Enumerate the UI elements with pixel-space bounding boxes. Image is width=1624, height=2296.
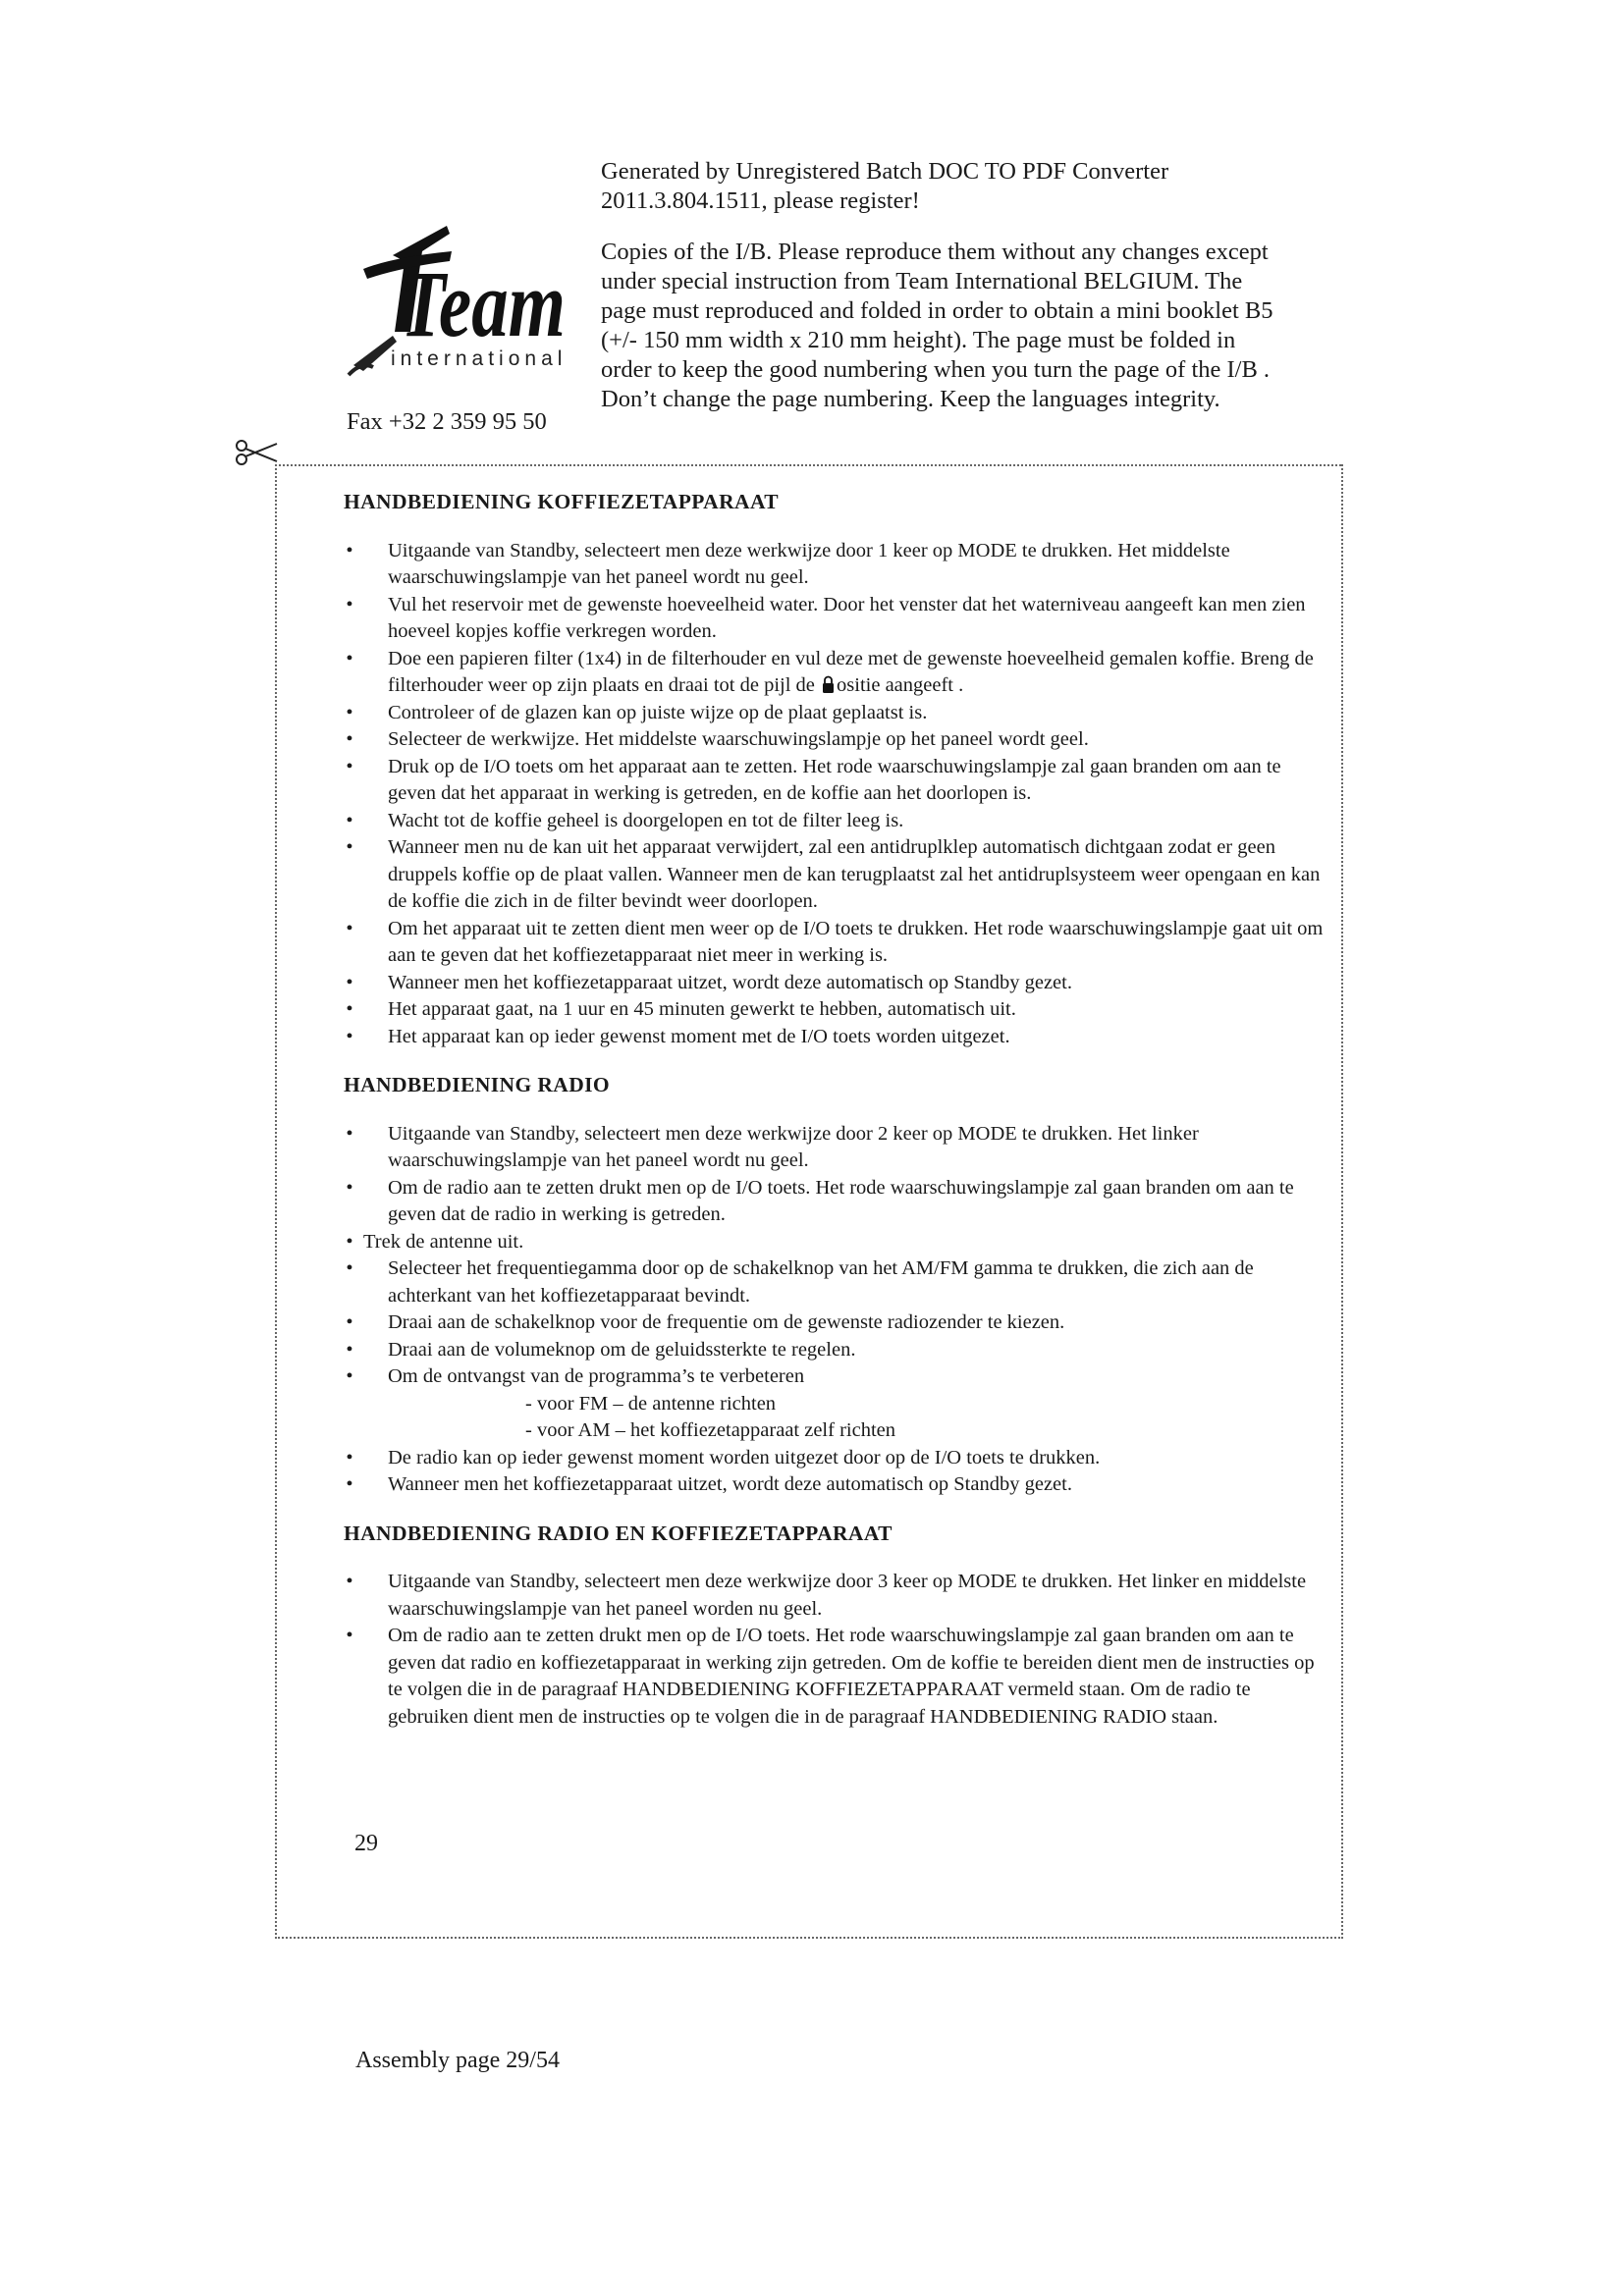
scissors-icon	[232, 438, 281, 467]
list-item	[344, 834, 1330, 916]
list-item-text: Uitgaande van Standby, selecteert men deze werkwijze door 2 keer op MODE te drukken. Het linker waarschuwingslampje van het paneel wordt nu geel.	[388, 1122, 1199, 1171]
bullet: •	[346, 539, 353, 561]
list-item-text: Vul het reservoir met de gewenste hoeveelheid water. Door het venster dat het waterniveau aangeeft kan men zien hoeveel kopjes koffie verkregen worden.	[388, 593, 1306, 642]
list-item	[344, 592, 1330, 646]
list-item	[344, 996, 1330, 1024]
list-item	[344, 916, 1330, 970]
list-item	[344, 1445, 1330, 1472]
list-item-text: Wacht tot de koffie geheel is doorgelopen en tot de filter leeg is.	[388, 809, 904, 831]
section-heading-coffee: HANDBEDIENING KOFFIEZETAPPARAAT	[344, 490, 780, 513]
converter-notice: Generated by Unregistered Batch DOC TO PDF Converter 2011.3.804.1511, please register!	[601, 158, 1169, 214]
bullet: •	[346, 809, 353, 831]
radio-instructions	[344, 1121, 1330, 1499]
bullet: •	[346, 755, 353, 777]
list-item-text: Om de radio aan te zetten drukt men op de I/O toets. Het rode waarschuwingslampje zal gaan branden om aan te geven dat de radio in werking is getreden.	[388, 1176, 1294, 1225]
list-item	[344, 1309, 1330, 1337]
bullet: •	[346, 917, 353, 939]
list-item	[344, 1255, 1330, 1309]
bullet: •	[346, 971, 353, 993]
list-item	[344, 1569, 1330, 1623]
list-item	[344, 538, 1330, 592]
list-item	[344, 754, 1330, 808]
bullet: •	[346, 1230, 353, 1253]
team-logo	[334, 218, 569, 383]
page-number: 29	[354, 1831, 378, 1856]
sub-item: - voor FM – de antenne richten	[525, 1392, 777, 1415]
bullet: •	[346, 1446, 353, 1468]
reproduction-instructions: Copies of the I/B. Please reproduce them without any changes except under special instruction from Team International BELGIUM. The page must reproduced and folded in order to obtain a mini booklet B5 (+/- 150 mm width x 210 mm height). The page must be folded in order to keep the good numbering when you turn the page of the I/B . Don’t change the page numbering. Keep the languages integrity.	[601, 239, 1273, 412]
list-item	[344, 1623, 1330, 1731]
bullet: •	[346, 647, 353, 669]
list-item-text: Druk op de I/O toets om het apparaat aan te zetten. Het rode waarschuwingslampje zal gaan branden om aan te geven dat het apparaat in werking is getreden, en de koffie aan het doorlopen is.	[388, 755, 1281, 804]
list-item-text: Trek de antenne uit.	[363, 1230, 524, 1253]
list-item-text: Draai aan de volumeknop om de geluidssterkte te regelen.	[388, 1338, 856, 1361]
bullet: •	[346, 1025, 353, 1047]
bullet: •	[346, 593, 353, 615]
section-heading-radio: HANDBEDIENING RADIO	[344, 1073, 611, 1096]
bullet: •	[346, 1338, 353, 1361]
list-item	[344, 1363, 1330, 1445]
list-item-text: Wanneer men het koffiezetapparaat uitzet, wordt deze automatisch op Standby gezet.	[388, 1473, 1072, 1495]
sub-item: - voor AM – het koffiezetapparaat zelf richten	[525, 1419, 895, 1441]
list-item-text: Wanneer men nu de kan uit het apparaat verwijdert, zal een antidruplklep automatisch dichtgaan zodat er geen druppels koffie op de plaat vallen. Wanneer men de kan terugplaatst zal het antidruplsysteem weer opengaan en kan de koffie die zich in de filter bevindt weer doorlopen.	[388, 836, 1321, 912]
section-heading-radio-coffee: HANDBEDIENING RADIO EN KOFFIEZETAPPARAAT	[344, 1521, 893, 1545]
list-item-text: Controleer of de glazen kan op juiste wijze op de plaat geplaatst is.	[388, 701, 928, 723]
manual-page	[344, 489, 1330, 1752]
logo-text: Team	[401, 251, 566, 356]
list-item	[344, 1175, 1330, 1229]
bullet: •	[346, 1257, 353, 1279]
bullet: •	[346, 728, 353, 750]
list-item	[344, 1337, 1330, 1364]
bullet: •	[346, 701, 353, 723]
bullet: •	[346, 1365, 353, 1387]
lock-icon	[822, 674, 835, 694]
list-item-text: Om de ontvangst van de programma’s te verbeteren	[388, 1365, 805, 1387]
list-item-text: Doe een papieren filter (1x4) in de filterhouder en vul deze met de gewenste hoeveelheid gemalen koffie. Breng de filterhouder weer op zijn plaats en draai tot de pijl de	[388, 647, 1314, 696]
assembly-page: Assembly page 29/54	[355, 2048, 560, 2073]
list-item-text: Selecteer het frequentiegamma door op de schakelknop van het AM/FM gamma te drukken, die zich aan de achterkant van het koffiezetapparaat bevindt.	[388, 1257, 1254, 1307]
list-item	[344, 808, 1330, 835]
bullet: •	[346, 1571, 353, 1592]
list-item-text: Selecteer de werkwijze. Het middelste waarschuwingslampje op het paneel wordt geel.	[388, 728, 1089, 750]
header-notice	[601, 157, 1288, 414]
list-item-text: Wanneer men het koffiezetapparaat uitzet, wordt deze automatisch op Standby gezet.	[388, 971, 1072, 993]
list-item	[344, 970, 1330, 997]
list-item	[344, 1024, 1330, 1051]
bullet: •	[346, 836, 353, 858]
radio-coffee-instructions	[344, 1569, 1330, 1731]
list-item-text: Om het apparaat uit te zetten dient men weer op de I/O toets te drukken. Het rode waarschuwingslampje gaat uit om aan te geven dat het koffiezetapparaat niet meer in werking is.	[388, 917, 1324, 966]
list-item-text: Om de radio aan te zetten drukt men op de I/O toets. Het rode waarschuwingslampje zal gaan branden om aan te geven dat radio en koffiezetapparaat in werking zijn getreden. Om de koffie te bereiden dient men de instructies op te volgen die in de paragraaf HANDBEDIENING KOFFIEZETAPPARAAT vermeld staan. Om de radio te gebruiken dient men de instructies op te volgen die in de paragraaf HANDBEDIENING RADIO staan.	[388, 1625, 1315, 1728]
list-item-text: Het apparaat kan op ieder gewenst moment met de I/O toets worden uitgezet.	[388, 1025, 1010, 1047]
list-item	[344, 700, 1330, 727]
list-item-text: Uitgaande van Standby, selecteert men deze werkwijze door 1 keer op MODE te drukken. Het middelste waarschuwingslampje van het paneel wordt nu geel.	[388, 539, 1230, 588]
list-item	[344, 1229, 1330, 1256]
list-item	[344, 726, 1330, 754]
list-item-text: Draai aan de schakelknop voor de frequentie om de gewenste radiozender te kiezen.	[388, 1311, 1065, 1333]
list-item-text: Het apparaat gaat, na 1 uur en 45 minuten gewerkt te hebben, automatisch uit.	[388, 998, 1016, 1020]
fax-number: Fax +32 2 359 95 50	[347, 408, 547, 435]
bullet: •	[346, 1176, 353, 1199]
logo-subtext: international	[391, 347, 568, 370]
list-item	[344, 1121, 1330, 1175]
bullet: •	[346, 998, 353, 1020]
list-item	[344, 646, 1330, 700]
bullet: •	[346, 1311, 353, 1333]
list-item-text: De radio kan op ieder gewenst moment worden uitgezet door op de I/O toets te drukken.	[388, 1446, 1101, 1468]
list-item-text: Uitgaande van Standby, selecteert men deze werkwijze door 3 keer op MODE te drukken. Het linker en middelste waarschuwingslampje van het paneel worden nu geel.	[388, 1571, 1307, 1620]
bullet: •	[346, 1473, 353, 1495]
coffee-instructions	[344, 538, 1330, 1051]
list-item-text: ositie aangeeft .	[837, 674, 964, 696]
bullet: •	[346, 1625, 353, 1646]
bullet: •	[346, 1122, 353, 1145]
list-item	[344, 1471, 1330, 1499]
